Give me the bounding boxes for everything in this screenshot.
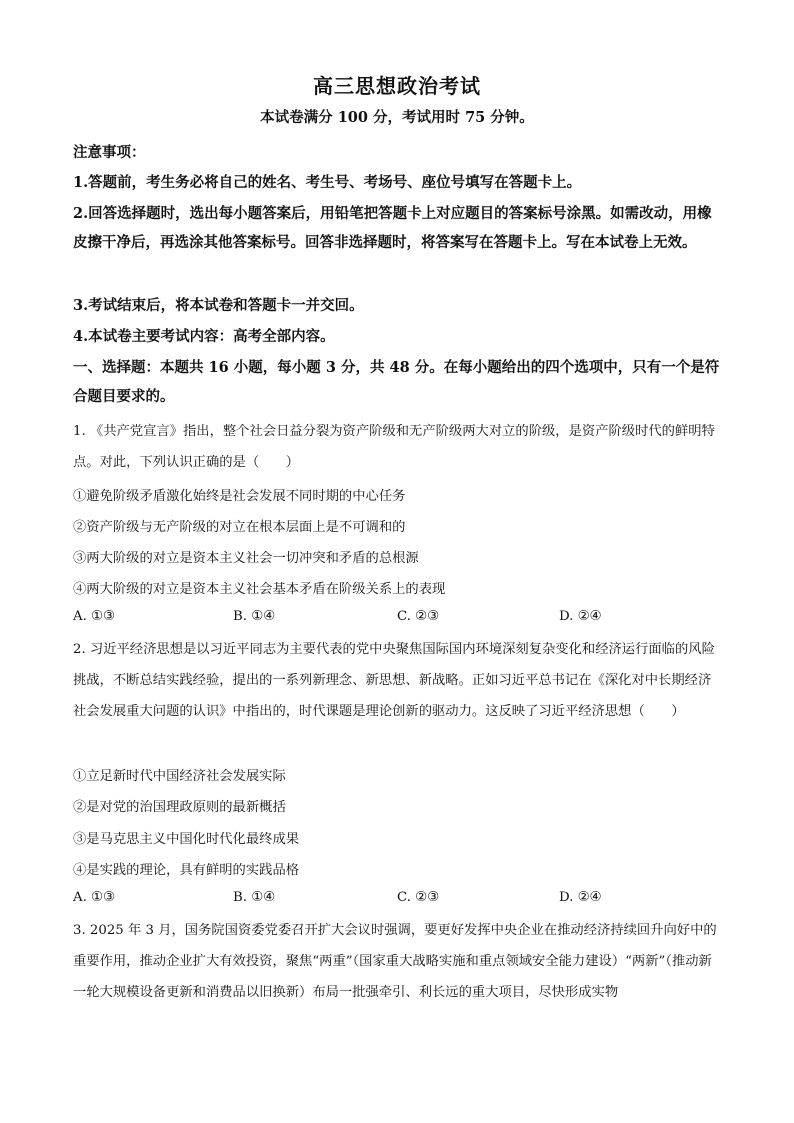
page-title: 高三思想政治考试 <box>313 74 481 98</box>
notice-item-4: 4.本试卷主要考试内容：高考全部内容。 <box>73 328 335 345</box>
question-2-statement-2: ②是对党的治国理政原则的最新概括 <box>73 800 286 815</box>
question-1-statement-4: ④两大阶级的对立是资本主义社会基本矛盾在阶级关系上的表现 <box>73 582 446 597</box>
question-1-choice-c: C. ②③ <box>397 609 439 624</box>
question-1-statement-1: ①避免阶级矛盾激化始终是社会发展不同时期的中心任务 <box>73 489 406 504</box>
notice-item-2: 2.回答选择题时，选出每小题答案后，用铅笔把答题卡上对应题目的答案标号涂黑。如需改动，用橡皮擦干净后，再选涂其他答案标号。回答非选择题时，将答案写在答题卡上。写在本试卷上无效。 <box>73 205 712 251</box>
notice-item-1: 1.答题前，考生务必将自己的姓名、考生号、考场号、座位号填写在答题卡上。 <box>73 174 582 191</box>
exam-subtitle: 本试卷满分 100 分，考试用时 75 分钟。 <box>260 109 534 126</box>
question-2-choice-c: C. ②③ <box>397 890 439 905</box>
section-heading: 一、选择题：本题共 16 小题，每小题 3 分，共 48 分。在每小题给出的四个选项中，只有一个是符合题目要求的。 <box>73 359 720 405</box>
question-1-statement-2: ②资产阶级与无产阶级的对立在根本层面上是不可调和的 <box>73 520 406 535</box>
question-2-choice-b: B. ①④ <box>233 890 276 905</box>
notice-heading: 注意事项： <box>73 144 146 161</box>
question-2-statement-4: ④是实践的理论，具有鲜明的实践品格 <box>73 863 300 878</box>
question-2-statement-1: ①立足新时代中国经济社会发展实际 <box>73 769 286 784</box>
question-1-choice-a: A. ①③ <box>73 609 115 624</box>
question-2-choice-d: D. ②④ <box>559 890 602 905</box>
question-3-stem: 3. 2025 年 3 月，国务院国资委党委召开扩大会议时强调，要更好发挥中央企业在推动经济持续回升向好中的重要作用，推动企业扩大有效投资，聚焦“两重”（国家重大战略实施和重点领域安全能力建设）“两新”（推动新一轮大规模设备更新和消费品以旧换新）布局一批强牵引、利长远的重大项目，尽快形成实物 <box>73 923 717 1000</box>
notice-item-3: 3.考试结束后，将本试卷和答题卡一并交回。 <box>73 297 364 314</box>
question-1-stem: 1. 《共产党宣言》指出，整个社会日益分裂为资产阶级和无产阶级两大对立的阶级，是资产阶级时代的鲜明特点。对此，下列认识正确的是（ ） <box>73 424 715 470</box>
question-2-stem: 2. 习近平经济思想是以习近平同志为主要代表的党中央聚焦国际国内环境深刻复杂变化和经济运行面临的风险挑战，不断总结实践经验，提出的一系列新理念、新思想、新战略。正如习近平总书记在《深化对中长期经济社会发展重大问题的认识》中指出的，时代课题是理论创新的驱动力。这反映了习近平经济思想（ ） <box>73 642 715 719</box>
question-2-choice-a: A. ①③ <box>73 890 115 905</box>
question-1-choice-b: B. ①④ <box>233 609 276 624</box>
question-1-choice-d: D. ②④ <box>559 609 602 624</box>
question-1-statement-3: ③两大阶级的对立是资本主义社会一切冲突和矛盾的总根源 <box>73 551 419 566</box>
question-2-statement-3: ③是马克思主义中国化时代化最终成果 <box>73 832 300 847</box>
